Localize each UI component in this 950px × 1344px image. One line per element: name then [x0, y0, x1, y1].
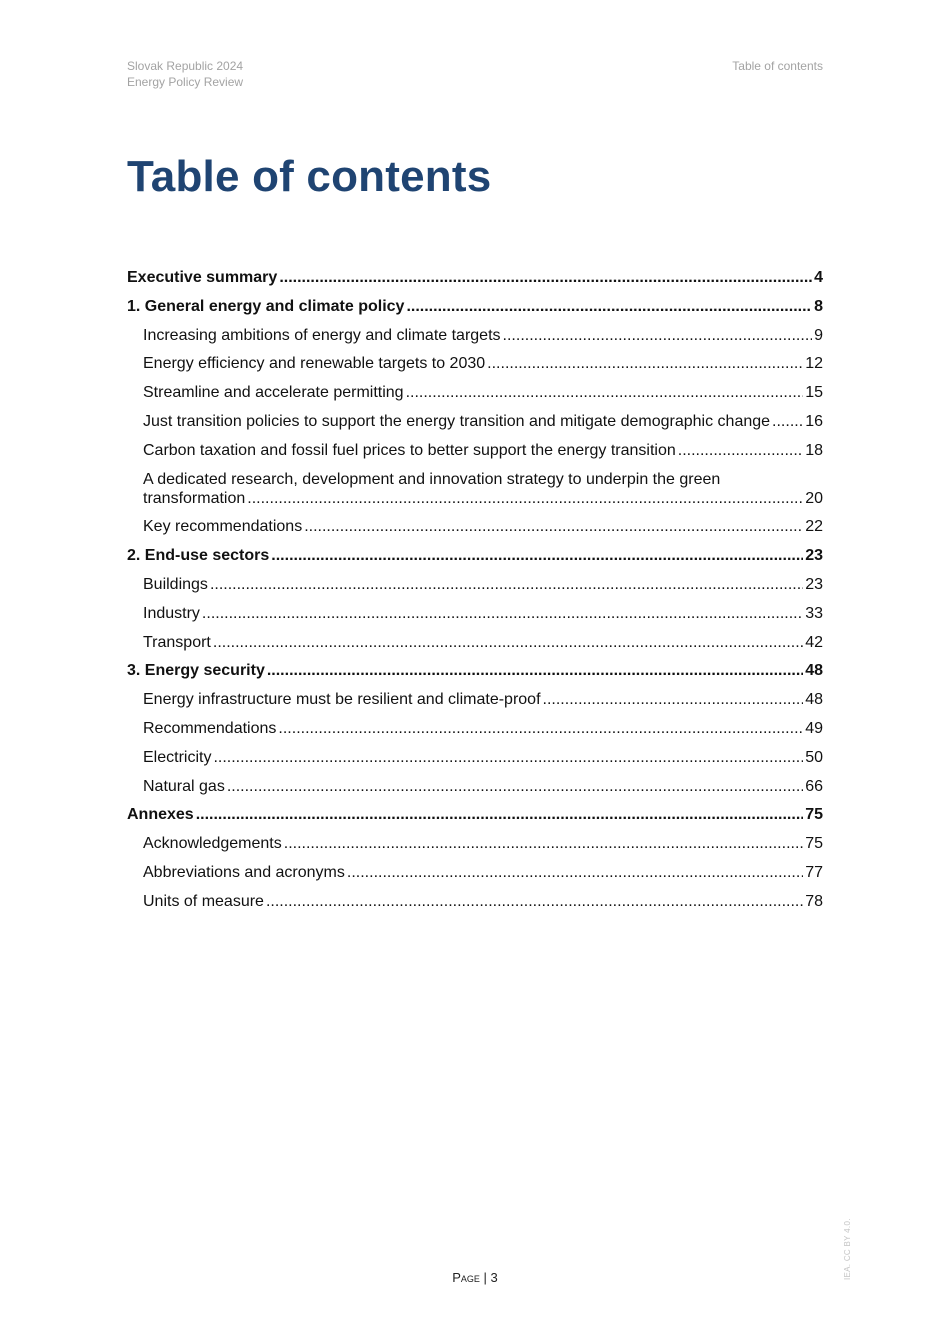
- toc-entry-acknowledgements[interactable]: [127, 834, 823, 853]
- toc-page-number: 12: [805, 355, 823, 373]
- toc-page-number: 66: [805, 777, 823, 795]
- toc-page-number: 23: [805, 547, 823, 565]
- toc-entry-label: Energy efficiency and renewable targets to 2030: [143, 355, 486, 373]
- toc-entry-label: Buildings: [143, 575, 208, 593]
- toc-page-number: 18: [805, 441, 823, 459]
- toc-entry-carbon-taxation[interactable]: [127, 441, 823, 460]
- toc-entry-label: Energy infrastructure must be resilient and climate-proof: [143, 691, 541, 709]
- toc-leader-dots: [196, 805, 804, 824]
- toc-entry-natural-gas[interactable]: [127, 777, 823, 796]
- toc-leader-dots: [247, 489, 803, 508]
- toc-entry-label: Natural gas: [143, 777, 225, 795]
- toc-leader-dots: [213, 748, 803, 767]
- toc-leader-dots: [267, 661, 803, 680]
- toc-leader-dots: [487, 354, 803, 373]
- toc-entry-chapter-2[interactable]: [127, 546, 823, 565]
- toc-entry-efficiency-targets[interactable]: [127, 354, 823, 373]
- toc-entry-units-of-measure[interactable]: [127, 892, 823, 911]
- toc-leader-dots: [304, 517, 803, 536]
- toc-page-number: 48: [805, 691, 823, 709]
- toc-leader-dots: [772, 412, 803, 431]
- toc-entry-label: Key recommendations: [143, 518, 303, 536]
- toc-entry-industry[interactable]: [127, 604, 823, 623]
- license-notice: IEA. CC BY 4.0.: [843, 1218, 852, 1280]
- toc-leader-dots: [284, 834, 803, 853]
- toc-entry-label: Industry: [143, 604, 200, 622]
- toc-leader-dots: [227, 777, 803, 796]
- toc-entry-label: Annexes: [127, 806, 194, 824]
- toc-entry-label: 3. Energy security: [127, 662, 265, 680]
- toc-leader-dots: [271, 546, 803, 565]
- toc-page-number: 23: [805, 575, 823, 593]
- toc-leader-dots: [406, 297, 812, 316]
- toc-entry-label: Carbon taxation and fossil fuel prices to better support the energy transition: [143, 441, 676, 459]
- footer-page-number: 3: [490, 1270, 498, 1285]
- toc-entry-infrastructure[interactable]: [127, 690, 823, 709]
- toc-entry-ambitions[interactable]: [127, 326, 823, 345]
- toc-page-number: 8: [814, 297, 823, 315]
- toc-page-number: 49: [805, 719, 823, 737]
- toc-entry-label: Streamline and accelerate permitting: [143, 384, 404, 402]
- toc-entry-label: Units of measure: [143, 892, 264, 910]
- toc-page-number: 75: [805, 806, 823, 824]
- toc-entry-label: Acknowledgements: [143, 835, 282, 853]
- toc-page-number: 4: [814, 269, 823, 286]
- toc-page-number: 75: [805, 835, 823, 853]
- toc-leader-dots: [279, 268, 812, 287]
- header-report-country: Slovak Republic 2024: [127, 59, 244, 73]
- header-document-info: [127, 58, 243, 90]
- toc-leader-dots: [210, 575, 803, 594]
- toc-entry-label: Executive summary: [127, 269, 278, 286]
- header-report-name: Energy Policy Review: [127, 75, 244, 89]
- toc-entry-label: Transport: [143, 633, 211, 651]
- toc-entry-label: Just transition policies to support the energy transition and mitigate demographic change: [143, 412, 771, 430]
- page-footer: [0, 1270, 950, 1285]
- toc-page-number: 9: [814, 326, 823, 344]
- toc-entry-buildings[interactable]: [127, 575, 823, 594]
- toc-leader-dots: [678, 441, 803, 460]
- header-section-name: Table of contents: [732, 59, 823, 73]
- toc-leader-dots: [202, 604, 803, 623]
- toc-entry-key-recommendations[interactable]: [127, 517, 823, 536]
- toc-page-number: 50: [805, 748, 823, 766]
- toc-entry-transport[interactable]: [127, 633, 823, 652]
- toc-page-number: 20: [805, 489, 823, 507]
- toc-page-number: 22: [805, 518, 823, 536]
- toc-entry-label: Increasing ambitions of energy and climate targets: [143, 326, 501, 344]
- toc-leader-dots: [266, 892, 803, 911]
- toc-leader-dots: [347, 863, 803, 882]
- footer-separator: |: [483, 1270, 487, 1285]
- toc-page-number: 77: [805, 863, 823, 881]
- toc-entry-label-line1: A dedicated research, development and innovation strategy to underpin the green: [143, 470, 721, 488]
- toc-leader-dots: [543, 690, 804, 709]
- footer-page-word: Page: [452, 1270, 480, 1285]
- toc-entry-abbreviations[interactable]: [127, 863, 823, 882]
- toc-page-number: 16: [805, 412, 823, 430]
- toc-leader-dots: [406, 383, 804, 402]
- table-of-contents: [127, 268, 823, 921]
- toc-entry-label: Electricity: [143, 748, 212, 766]
- toc-entry-label: Abbreviations and acronyms: [143, 863, 345, 881]
- toc-page-number: 33: [805, 604, 823, 622]
- toc-entry-label-line2: transformation: [143, 489, 246, 507]
- toc-entry-label: Recommendations: [143, 719, 277, 737]
- toc-entry-electricity[interactable]: [127, 748, 823, 767]
- toc-entry-rdi-strategy[interactable]: [127, 470, 823, 508]
- page-title: Table of contents: [127, 152, 492, 201]
- toc-entry-label: 1. General energy and climate policy: [127, 297, 405, 315]
- toc-entry-chapter-1[interactable]: [127, 297, 823, 316]
- toc-page-number: 15: [805, 384, 823, 402]
- toc-entry-chapter-3[interactable]: [127, 661, 823, 680]
- toc-leader-dots: [278, 719, 803, 738]
- toc-leader-dots: [503, 326, 813, 345]
- toc-entry-executive-summary[interactable]: [127, 268, 823, 287]
- toc-entry-annexes[interactable]: [127, 805, 823, 824]
- toc-page-number: 78: [805, 892, 823, 910]
- toc-page-number: 42: [805, 633, 823, 651]
- toc-entry-just-transition[interactable]: [127, 412, 823, 431]
- toc-page-number: 48: [805, 662, 823, 680]
- toc-entry-recommendations[interactable]: [127, 719, 823, 738]
- toc-leader-dots: [213, 633, 803, 652]
- toc-entry-label: 2. End-use sectors: [127, 547, 270, 565]
- toc-entry-permitting[interactable]: [127, 383, 823, 402]
